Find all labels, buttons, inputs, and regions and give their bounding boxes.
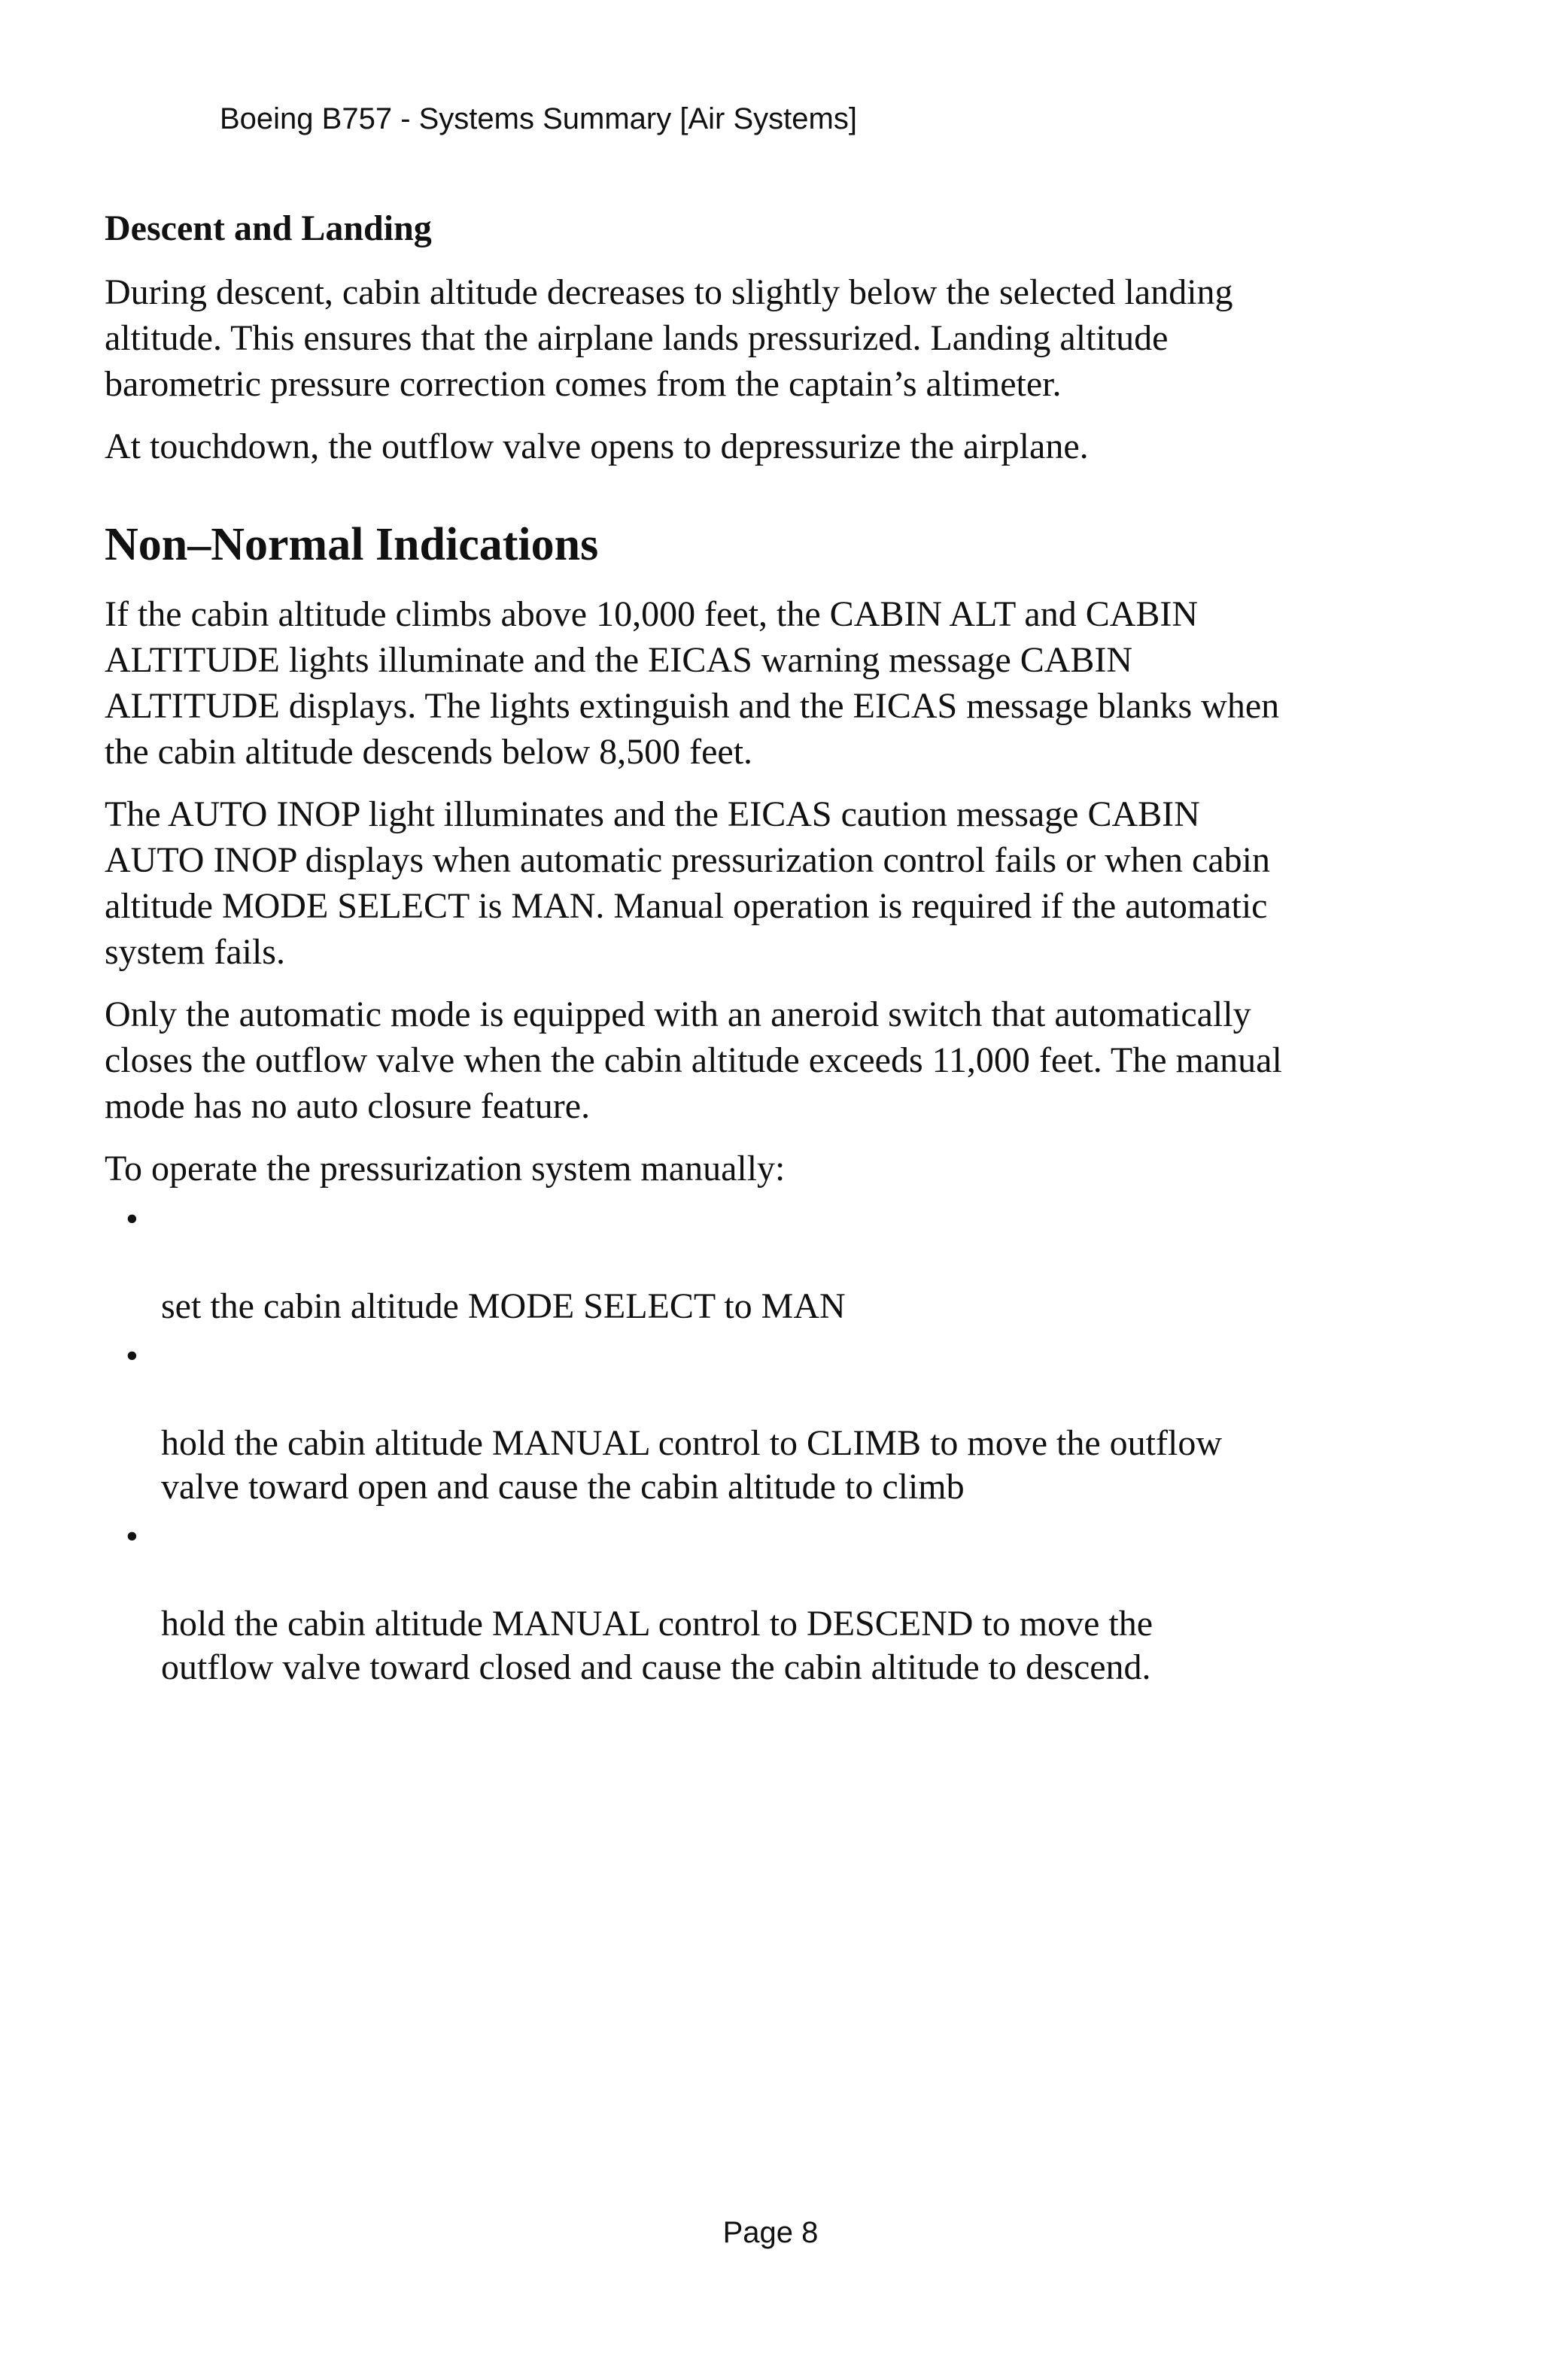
bullet-text: hold the cabin altitude MANUAL control to DESCEND to move the outflow valve toward closed and cause the cabin altitude to descend. bbox=[161, 1604, 1153, 1687]
bullet-icon: • bbox=[126, 1516, 138, 1556]
aneroid-switch-paragraph: Only the automatic mode is equipped with an aneroid switch that automatically closes the outflow valve when the cabin altitude exceeds 11,000 feet. The manual mode has no auto closure feature. bbox=[105, 994, 1282, 1126]
descent-paragraph: During descent, cabin altitude decreases to slightly below the selected landing altitude. This ensures that the airplane lands pressurized. Landing altitude barometric pressure correction comes from the captain’s altimeter. bbox=[105, 272, 1233, 404]
touchdown-paragraph: At touchdown, the outflow valve opens to depressurize the airplane. bbox=[105, 427, 1089, 466]
auto-inop-paragraph: The AUTO INOP light illuminates and the EICAS caution message CABIN AUTO INOP displays when automatic pressurization control fails or when cabin altitude MODE SELECT is MAN. Manual operation is required if the automatic system fails. bbox=[105, 794, 1270, 972]
descent-landing-heading: Descent and Landing bbox=[105, 208, 432, 248]
manual-operation-steps bbox=[105, 1198, 1384, 1689]
page-content bbox=[105, 203, 1384, 1695]
bullet-icon: • bbox=[126, 1199, 138, 1239]
running-header: Boeing B757 - Systems Summary [Air Systems] bbox=[220, 102, 857, 135]
page-number: Page 8 bbox=[722, 2216, 819, 2249]
list-item bbox=[105, 1198, 1384, 1328]
manual-operation-intro: To operate the pressurization system manually: bbox=[105, 1149, 786, 1188]
non-normal-heading: Non–Normal Indications bbox=[105, 519, 599, 570]
bullet-text: set the cabin altitude MODE SELECT to MAN bbox=[161, 1286, 846, 1326]
list-item bbox=[105, 1334, 1384, 1509]
cabin-altitude-warning-paragraph: If the cabin altitude climbs above 10,000 feet, the CABIN ALT and CABIN ALTITUDE lights illuminate and the EICAS warning message CABIN ALTITUDE displays. The lights extinguish and the EICAS message blanks when the cabin altitude descends below 8,500 feet. bbox=[105, 594, 1280, 772]
bullet-icon: • bbox=[126, 1336, 138, 1376]
bullet-text: hold the cabin altitude MANUAL control to CLIMB to move the outflow valve toward open and cause the cabin altitude to climb bbox=[161, 1423, 1222, 1507]
list-item bbox=[105, 1515, 1384, 1689]
